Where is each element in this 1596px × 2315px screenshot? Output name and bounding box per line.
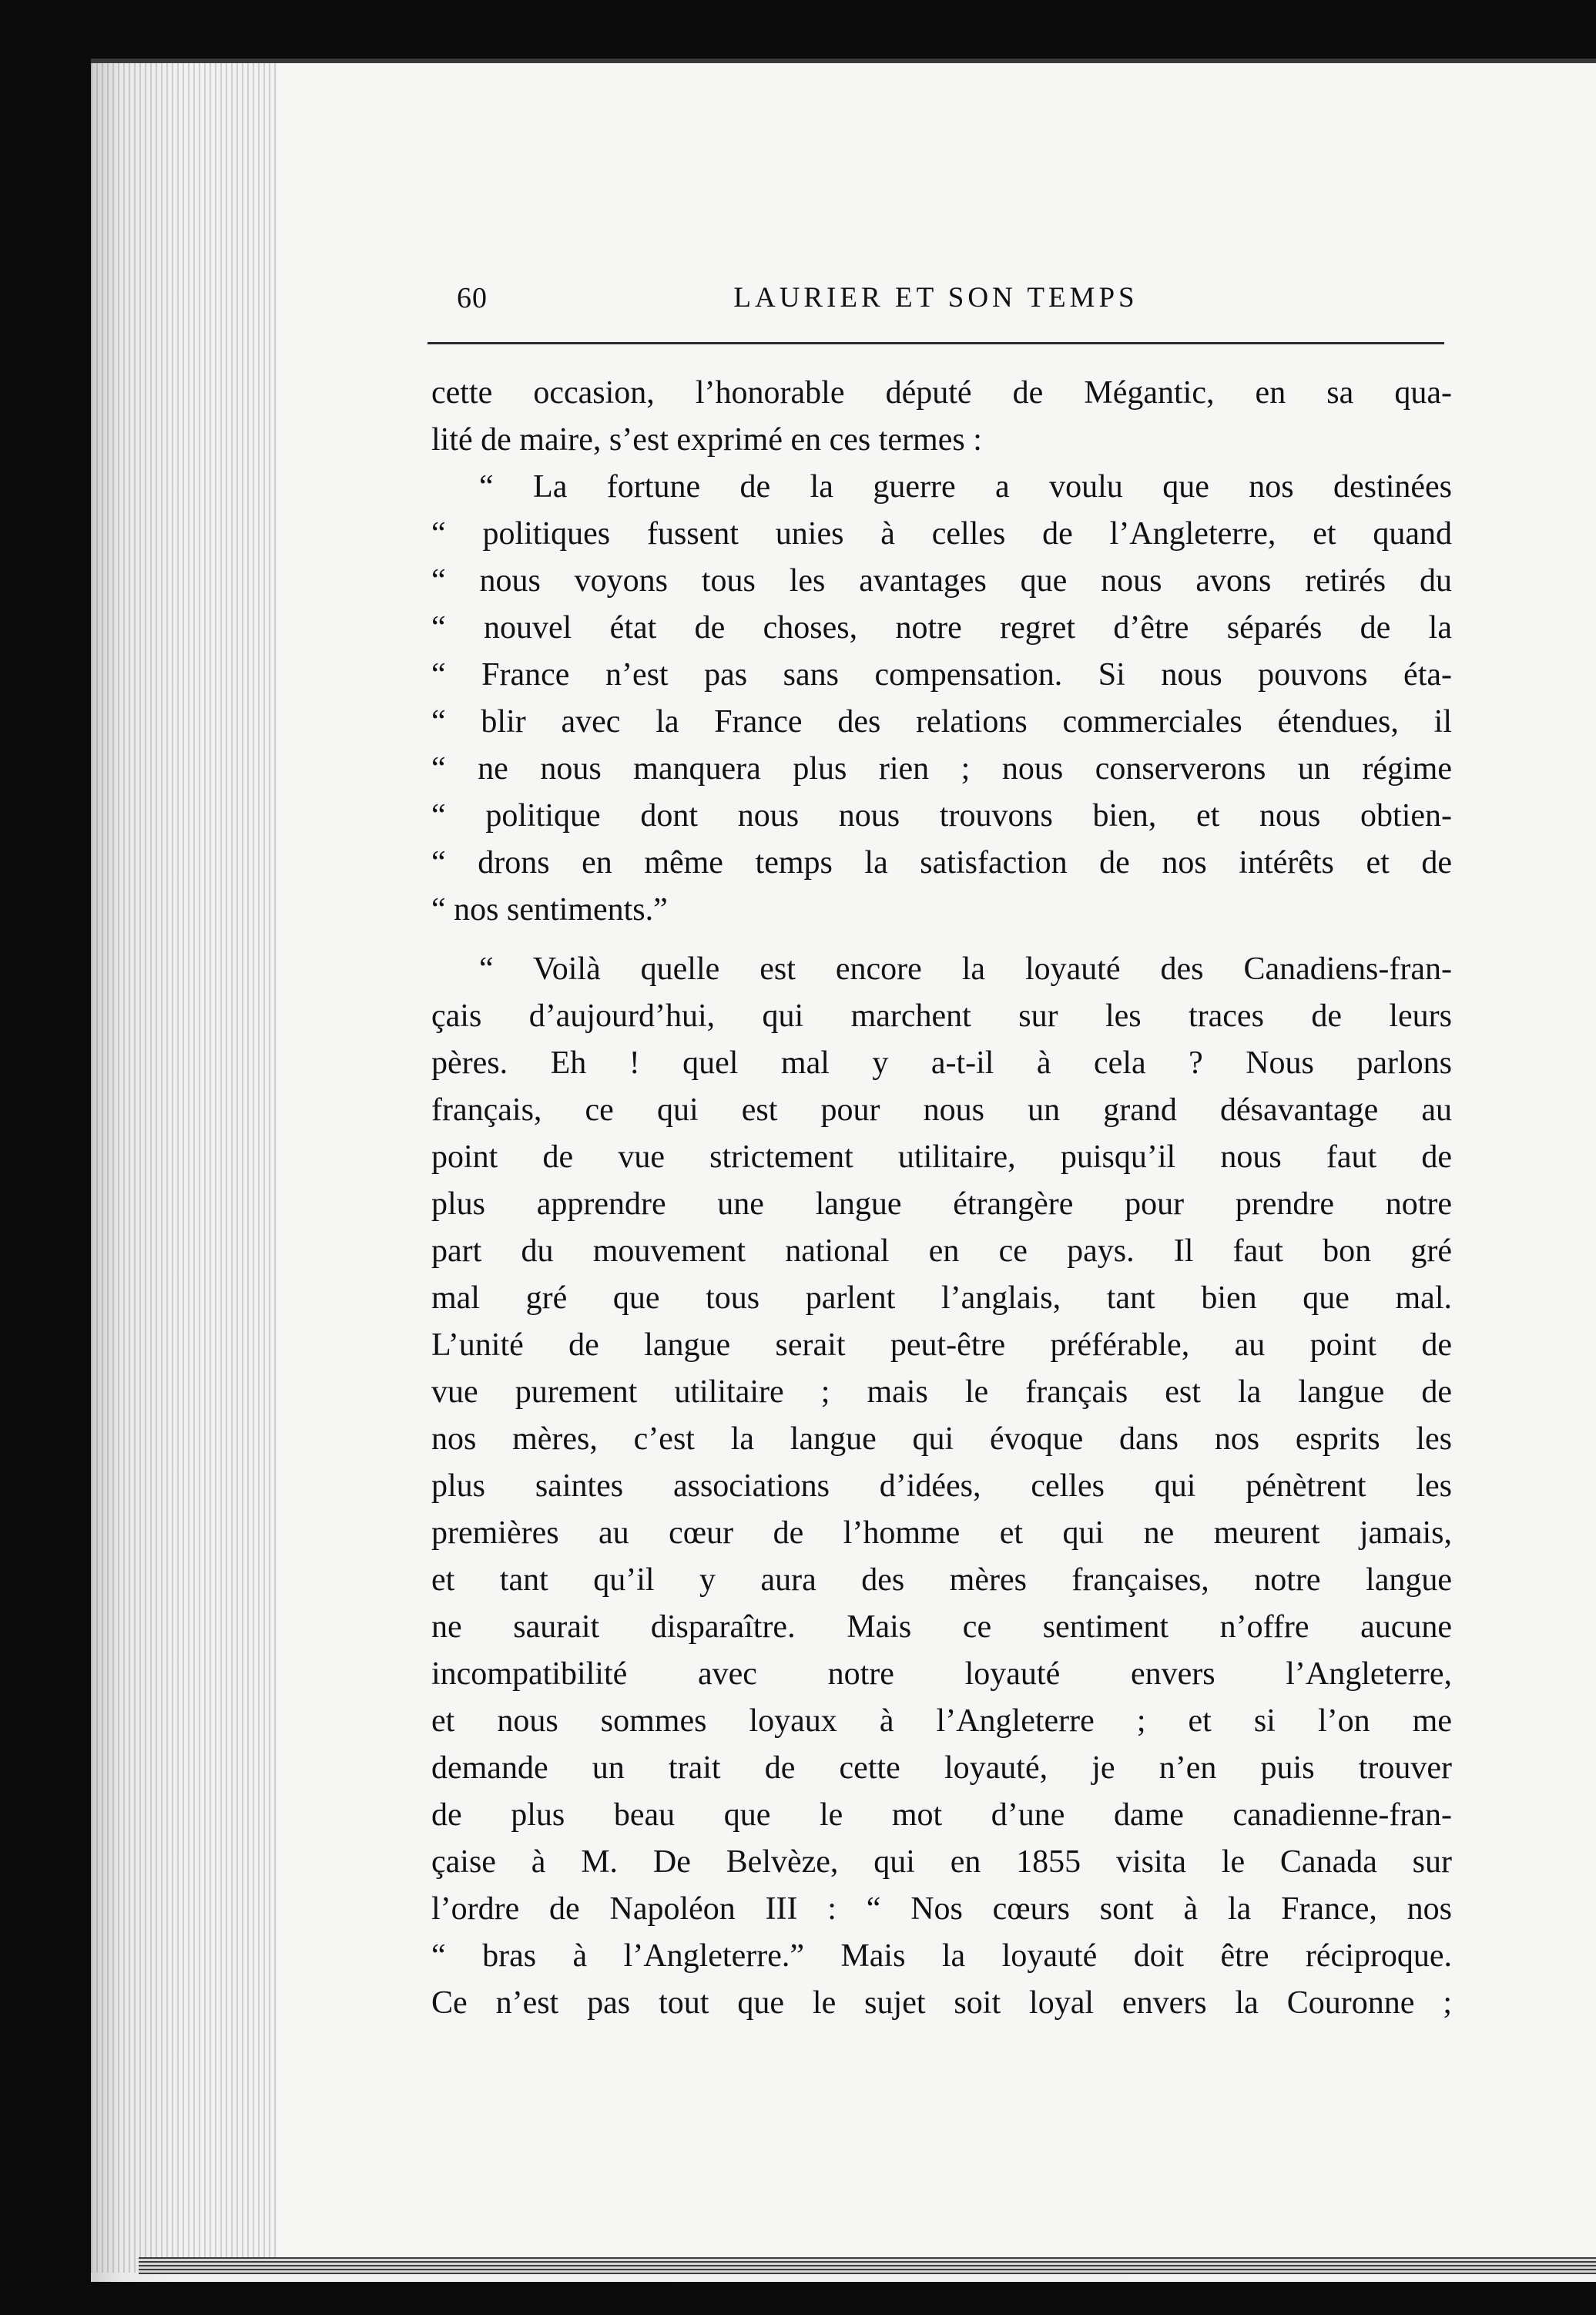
text-line: et tant qu’il y aura des mères françaises, notre langue — [431, 1562, 1452, 1598]
text-line: ne saurait disparaître. Mais ce sentiment n’offre aucune — [431, 1609, 1452, 1645]
text-line: çaise à M. De Belvèze, qui en 1855 visita le Canada sur — [431, 1844, 1452, 1880]
text-line: plus apprendre une langue étrangère pour prendre notre — [431, 1186, 1452, 1222]
text-line: “ nous voyons tous les avantages que nous avons retirés du — [431, 563, 1452, 599]
page-edges — [91, 62, 283, 2273]
text-line: incompatibilité avec notre loyauté envers l’Angleterre, — [431, 1656, 1452, 1692]
text-line: premières au cœur de l’homme et qui ne meurent jamais, — [431, 1515, 1452, 1551]
text-line: plus saintes associations d’idées, celles qui pénètrent les — [431, 1468, 1452, 1504]
text-line: nos mères, c’est la langue qui évoque dans nos esprits les — [431, 1421, 1452, 1457]
text-line: “ bras à l’Angleterre.” Mais la loyauté doit être réciproque. — [431, 1938, 1452, 1974]
text-line: l’ordre de Napoléon III : “ Nos cœurs sont à la France, nos — [431, 1891, 1452, 1927]
text-line: L’unité de langue serait peut-être préférable, au point de — [431, 1327, 1452, 1363]
text-line: pères. Eh ! quel mal y a-t-il à cela ? Nous parlons — [431, 1045, 1452, 1081]
text-line: “ blir avec la France des relations commerciales étendues, il — [431, 704, 1452, 740]
text-line: demande un trait de cette loyauté, je n’en puis trouver — [431, 1750, 1452, 1786]
text-line: “ Voilà quelle est encore la loyauté des Canadiens-fran- — [479, 951, 1452, 987]
text-line: point de vue strictement utilitaire, puisqu’il nous faut de — [431, 1139, 1452, 1175]
page-bottom-edge — [139, 2257, 1596, 2274]
text-line: çais d’aujourd’hui, qui marchent sur les traces de leurs — [431, 998, 1452, 1034]
text-line: “ nos sentiments.” — [431, 892, 668, 928]
text-line: “ politiques fussent unies à celles de l’Angleterre, et quand — [431, 516, 1452, 552]
text-line: “ politique dont nous nous trouvons bien, et nous obtien- — [431, 798, 1452, 834]
text-line: et nous sommes loyaux à l’Angleterre ; et si l’on me — [431, 1703, 1452, 1739]
body-text — [431, 370, 1452, 2027]
text-line: vue purement utilitaire ; mais le français est la langue de — [431, 1374, 1452, 1410]
text-line: “ ne nous manquera plus rien ; nous conserverons un régime — [431, 751, 1452, 787]
text-line: cette occasion, l’honorable député de Mégantic, en sa qua- — [431, 375, 1452, 411]
text-line: lité de maire, s’est exprimé en ces termes : — [431, 422, 982, 458]
text-line: “ nouvel état de choses, notre regret d’être séparés de la — [431, 610, 1452, 646]
text-line: “ drons en même temps la satisfaction de nos intérêts et de — [431, 845, 1452, 881]
text-line: français, ce qui est pour nous un grand désavantage au — [431, 1092, 1452, 1128]
text-line: “ France n’est pas sans compensation. Si nous pouvons éta- — [431, 657, 1452, 693]
text-line: de plus beau que le mot d’une dame canadienne-fran- — [431, 1797, 1452, 1833]
text-line: mal gré que tous parlent l’anglais, tant bien que mal. — [431, 1280, 1452, 1316]
text-line: part du mouvement national en ce pays. Il faut bon gré — [431, 1233, 1452, 1269]
header-rule — [428, 342, 1444, 344]
text-line: Ce n’est pas tout que le sujet soit loyal envers la Couronne ; — [431, 1985, 1452, 2021]
page-header — [428, 281, 1444, 335]
paragraph-gap — [431, 934, 1452, 946]
running-title: LAURIER ET SON TEMPS — [733, 282, 1138, 314]
page-number: 60 — [457, 282, 488, 314]
text-line: “ La fortune de la guerre a voulu que nos destinées — [479, 469, 1452, 505]
